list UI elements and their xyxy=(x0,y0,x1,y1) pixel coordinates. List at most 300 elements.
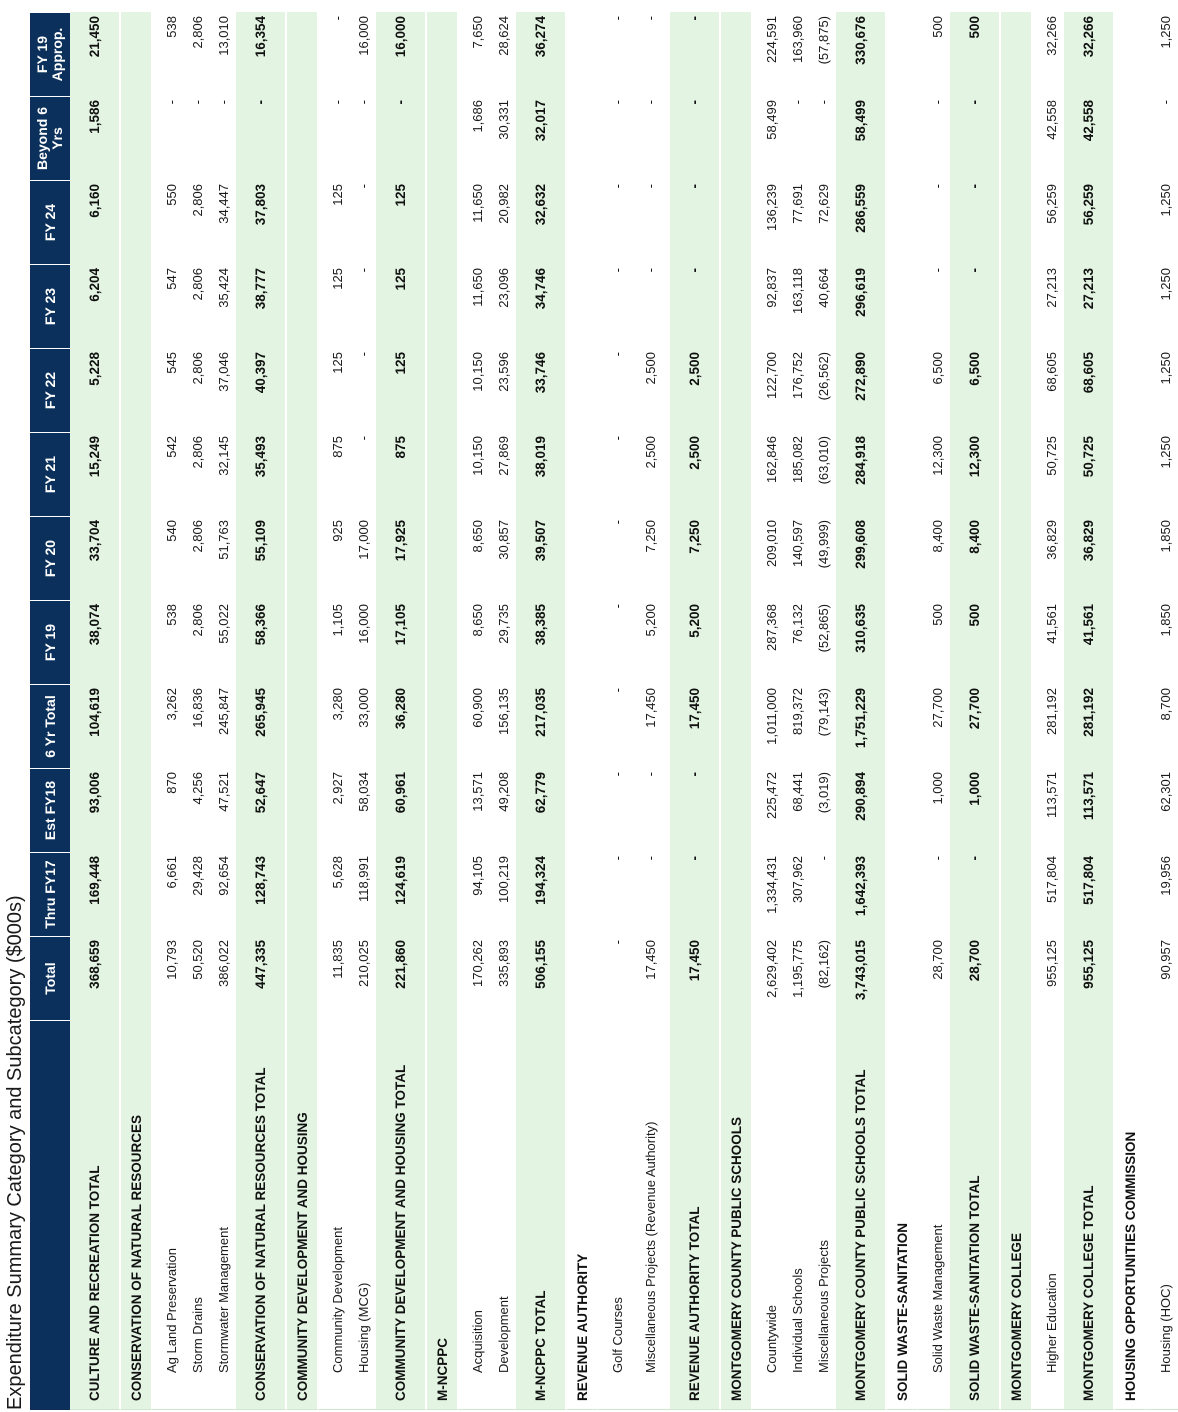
value-cell: 58,499 xyxy=(763,100,779,140)
value-cell: 6,204 xyxy=(70,264,121,348)
value-cell: 17,450 xyxy=(642,688,658,728)
row-label: Miscellaneous Projects xyxy=(810,1020,836,1410)
value-cell: 7,650 xyxy=(469,16,485,49)
row-label: REVENUE AUTHORITY xyxy=(567,12,598,1410)
subcategory-row xyxy=(784,12,810,1410)
value-cell: 94,105 xyxy=(469,856,485,896)
total-row xyxy=(670,12,721,1410)
value-cell: 2,500 xyxy=(670,348,721,432)
value-cell: 33,000 xyxy=(355,688,371,728)
value-cell: 545 xyxy=(163,352,179,374)
value-cell: 330,676 xyxy=(836,12,887,96)
value-cell: - xyxy=(929,268,945,273)
value-cell: - xyxy=(329,16,345,21)
value-cell: 58,366 xyxy=(236,600,287,684)
value-cell: - xyxy=(1157,100,1173,105)
value-cell: 32,632 xyxy=(516,180,567,264)
subcategory-row xyxy=(810,12,836,1410)
value-cell: - xyxy=(609,688,625,693)
value-cell: 3,262 xyxy=(163,688,179,721)
table-header xyxy=(30,12,70,1410)
value-cell: 5,200 xyxy=(670,600,721,684)
value-cell: 39,507 xyxy=(516,516,567,600)
value-cell: 15,249 xyxy=(70,432,121,516)
value-cell: - xyxy=(329,100,345,105)
value-cell: 92,837 xyxy=(763,268,779,308)
value-cell: - xyxy=(642,16,658,21)
value-cell: 506,155 xyxy=(516,936,567,1020)
value-cell: 163,118 xyxy=(789,268,805,315)
value-cell: 7,250 xyxy=(670,516,721,600)
value-cell: 875 xyxy=(329,436,345,458)
value-cell: 6,500 xyxy=(950,348,1001,432)
value-cell: 6,160 xyxy=(70,180,121,264)
row-label: Development xyxy=(490,1020,516,1410)
row-label: CULTURE AND RECREATION TOTAL xyxy=(70,1020,121,1410)
value-cell: 38,385 xyxy=(516,600,567,684)
subcategory-row xyxy=(752,12,784,1410)
value-cell: 281,192 xyxy=(1064,684,1115,768)
value-cell: 1,850 xyxy=(1157,520,1173,553)
value-cell: 140,597 xyxy=(789,520,805,567)
value-cell: 447,335 xyxy=(236,936,287,1020)
value-cell: 2,806 xyxy=(189,16,205,49)
value-cell: 38,074 xyxy=(70,600,121,684)
value-cell: 27,869 xyxy=(495,436,511,476)
value-cell: 368,659 xyxy=(70,936,121,1020)
row-label: Storm Drains xyxy=(184,1020,210,1410)
column-header: Total xyxy=(30,936,70,1020)
value-cell: 125 xyxy=(329,352,345,374)
value-cell: 12,300 xyxy=(929,436,945,476)
value-cell: 3,280 xyxy=(329,688,345,721)
value-cell: 296,619 xyxy=(836,264,887,348)
value-cell: 1,195,775 xyxy=(789,940,805,998)
value-cell: 77,691 xyxy=(789,184,805,224)
value-cell: 50,725 xyxy=(1043,436,1059,476)
value-cell: 17,450 xyxy=(670,936,721,1020)
value-cell: (26,562) xyxy=(815,352,831,401)
value-cell: 104,619 xyxy=(70,684,121,768)
column-header: FY 24 xyxy=(30,180,70,264)
column-header: FY 22 xyxy=(30,348,70,432)
row-label: Countywide xyxy=(752,1020,784,1410)
total-row xyxy=(376,12,427,1410)
value-cell: - xyxy=(642,856,658,861)
value-cell: 2,806 xyxy=(189,184,205,217)
value-cell: 62,779 xyxy=(516,768,567,852)
row-label: MONTGOMERY COUNTY PUBLIC SCHOOLS xyxy=(721,12,752,1410)
value-cell: 1,686 xyxy=(469,100,485,133)
value-cell: 41,561 xyxy=(1043,604,1059,644)
value-cell: 37,803 xyxy=(236,180,287,264)
value-cell: 500 xyxy=(950,600,1001,684)
total-row xyxy=(70,12,121,1410)
value-cell: 38,777 xyxy=(236,264,287,348)
value-cell: 286,559 xyxy=(836,180,887,264)
value-cell: 8,400 xyxy=(929,520,945,553)
value-cell: 38,019 xyxy=(516,432,567,516)
value-cell: - xyxy=(670,852,721,936)
value-cell: - xyxy=(609,100,625,105)
value-cell: 36,829 xyxy=(1064,516,1115,600)
value-cell: - xyxy=(236,96,287,180)
value-cell: 27,213 xyxy=(1043,268,1059,308)
value-cell: 2,806 xyxy=(189,520,205,553)
value-cell: 272,890 xyxy=(836,348,887,432)
value-cell: 2,500 xyxy=(642,436,658,469)
row-label: Individual Schools xyxy=(784,1020,810,1410)
row-label: Solid Waste Management xyxy=(918,1020,950,1410)
value-cell: 11,835 xyxy=(329,940,345,979)
value-cell: 28,624 xyxy=(495,16,511,56)
value-cell: - xyxy=(642,772,658,777)
value-cell: 42,558 xyxy=(1043,100,1059,140)
value-cell: 1,011,000 xyxy=(763,688,779,745)
value-cell: 335,893 xyxy=(495,940,511,987)
row-label: COMMUNITY DEVELOPMENT AND HOUSING xyxy=(287,12,318,1410)
value-cell: 1,250 xyxy=(1157,16,1173,49)
value-cell: 2,806 xyxy=(189,436,205,469)
value-cell: - xyxy=(355,436,371,441)
value-cell: - xyxy=(670,264,721,348)
category-header-row xyxy=(721,12,752,1410)
value-cell: 156,135 xyxy=(495,688,511,735)
value-cell: 68,605 xyxy=(1043,352,1059,392)
value-cell: 23,096 xyxy=(495,268,511,308)
total-row xyxy=(836,12,887,1410)
value-cell: - xyxy=(609,856,625,861)
row-label: MONTGOMERY COLLEGE xyxy=(1001,12,1032,1410)
value-cell: 113,571 xyxy=(1043,772,1059,819)
value-cell: 32,145 xyxy=(215,436,231,476)
value-cell: 17,105 xyxy=(376,600,427,684)
value-cell: - xyxy=(609,184,625,189)
header-label-cell xyxy=(30,1020,70,1410)
value-cell: 29,735 xyxy=(495,604,511,644)
value-cell: 8,650 xyxy=(469,520,485,553)
value-cell: 40,397 xyxy=(236,348,287,432)
value-cell: (52,865) xyxy=(815,604,831,653)
value-cell: - xyxy=(609,352,625,357)
column-header: Beyond 6 Yrs xyxy=(30,96,70,180)
value-cell: 170,262 xyxy=(469,940,485,987)
row-label: Higher Education xyxy=(1032,1020,1064,1410)
subcategory-row xyxy=(1032,12,1064,1410)
value-cell: - xyxy=(609,268,625,273)
value-cell: 2,629,402 xyxy=(763,940,779,998)
value-cell: 93,006 xyxy=(70,768,121,852)
value-cell: - xyxy=(929,184,945,189)
value-cell: 23,596 xyxy=(495,352,511,392)
value-cell: 1,000 xyxy=(950,768,1001,852)
row-label: Acquisition xyxy=(458,1020,490,1410)
value-cell: 1,586 xyxy=(70,96,121,180)
value-cell: 33,746 xyxy=(516,348,567,432)
value-cell: 1,250 xyxy=(1157,268,1173,301)
row-label: HOUSING OPPORTUNITIES COMMISSION xyxy=(1115,12,1146,1410)
value-cell: 2,927 xyxy=(329,772,345,805)
value-cell: 955,125 xyxy=(1064,936,1115,1020)
category-header-row xyxy=(121,12,152,1410)
column-header: FY 23 xyxy=(30,264,70,348)
value-cell: 8,700 xyxy=(1157,688,1173,721)
value-cell: 1,250 xyxy=(1157,352,1173,385)
value-cell: 875 xyxy=(376,432,427,516)
value-cell: 50,520 xyxy=(189,940,205,980)
value-cell: 52,647 xyxy=(236,768,287,852)
value-cell: 16,000 xyxy=(355,604,371,644)
value-cell: 287,368 xyxy=(763,604,779,651)
value-cell: 2,500 xyxy=(670,432,721,516)
value-cell: 163,960 xyxy=(789,16,805,63)
value-cell: 176,752 xyxy=(789,352,805,399)
value-cell: 76,132 xyxy=(789,604,805,644)
value-cell: - xyxy=(355,100,371,105)
subcategory-row xyxy=(490,12,516,1410)
value-cell: 32,266 xyxy=(1043,16,1059,56)
total-row xyxy=(950,12,1001,1410)
value-cell: 547 xyxy=(163,268,179,290)
value-cell: 113,571 xyxy=(1064,768,1115,852)
value-cell: 209,010 xyxy=(763,520,779,567)
value-cell: - xyxy=(163,100,179,105)
value-cell: - xyxy=(789,100,805,105)
value-cell: 185,082 xyxy=(789,436,805,483)
value-cell: 5,628 xyxy=(329,856,345,889)
row-label: Ag Land Preservation xyxy=(152,1020,184,1410)
row-label: COMMUNITY DEVELOPMENT AND HOUSING TOTAL xyxy=(376,1020,427,1410)
total-row xyxy=(516,12,567,1410)
value-cell: 225,472 xyxy=(763,772,779,819)
column-header: Thru FY17 xyxy=(30,852,70,936)
value-cell: 32,017 xyxy=(516,96,567,180)
value-cell: 10,150 xyxy=(469,352,485,392)
expenditure-table xyxy=(30,12,1178,1410)
value-cell: 68,441 xyxy=(789,772,805,812)
value-cell: (79,143) xyxy=(815,688,831,737)
category-header-row xyxy=(287,12,318,1410)
value-cell: 124,619 xyxy=(376,852,427,936)
value-cell: 10,150 xyxy=(469,436,485,476)
subcategory-row xyxy=(458,12,490,1410)
value-cell: 169,448 xyxy=(70,852,121,936)
row-label: Community Development xyxy=(318,1020,350,1410)
value-cell: 90,957 xyxy=(1157,940,1173,980)
value-cell: 517,804 xyxy=(1064,852,1115,936)
value-cell: - xyxy=(950,180,1001,264)
value-cell: - xyxy=(929,856,945,861)
value-cell: - xyxy=(670,12,721,96)
row-label: M-NCPPC TOTAL xyxy=(516,1020,567,1410)
row-label: Stormwater Management xyxy=(210,1020,236,1410)
value-cell: 11,650 xyxy=(469,184,485,223)
value-cell: 1,642,393 xyxy=(836,852,887,936)
value-cell: 5,200 xyxy=(642,604,658,637)
value-cell: (82,162) xyxy=(815,940,831,989)
row-label: Golf Courses xyxy=(598,1020,630,1410)
value-cell: 11,650 xyxy=(469,268,485,307)
value-cell: 51,763 xyxy=(215,520,231,560)
value-cell: 21,450 xyxy=(70,12,121,96)
value-cell: 386,022 xyxy=(215,940,231,987)
value-cell: 36,280 xyxy=(376,684,427,768)
value-cell: 16,000 xyxy=(376,12,427,96)
value-cell: 17,450 xyxy=(642,940,658,980)
value-cell: 1,751,229 xyxy=(836,684,887,768)
value-cell: 281,192 xyxy=(1043,688,1059,735)
row-label: CONSERVATION OF NATURAL RESOURCES TOTAL xyxy=(236,1020,287,1410)
column-header: Est FY18 xyxy=(30,768,70,852)
value-cell: 17,450 xyxy=(670,684,721,768)
value-cell: 35,493 xyxy=(236,432,287,516)
value-cell: 16,000 xyxy=(355,16,371,56)
total-row xyxy=(236,12,287,1410)
subcategory-row xyxy=(350,12,376,1410)
table-body xyxy=(70,12,1178,1410)
value-cell: 221,860 xyxy=(376,936,427,1020)
value-cell: 13,571 xyxy=(469,772,485,812)
value-cell: 27,700 xyxy=(929,688,945,728)
value-cell: (57,875) xyxy=(815,16,831,65)
value-cell: 32,266 xyxy=(1064,12,1115,96)
value-cell: - xyxy=(815,856,831,861)
value-cell: 30,331 xyxy=(495,100,511,140)
value-cell: 870 xyxy=(163,772,179,794)
value-cell: 28,700 xyxy=(950,936,1001,1020)
category-header-row xyxy=(887,12,918,1410)
value-cell: - xyxy=(215,100,231,105)
value-cell: - xyxy=(642,268,658,273)
value-cell: 27,700 xyxy=(950,684,1001,768)
value-cell: - xyxy=(609,604,625,609)
value-cell: 538 xyxy=(163,16,179,38)
value-cell: 1,250 xyxy=(1157,184,1173,217)
row-label: MONTGOMERY COLLEGE TOTAL xyxy=(1064,1020,1115,1410)
value-cell: - xyxy=(950,264,1001,348)
value-cell: 28,700 xyxy=(929,940,945,980)
value-cell: 58,499 xyxy=(836,96,887,180)
value-cell: 30,857 xyxy=(495,520,511,560)
value-cell: 36,274 xyxy=(516,12,567,96)
value-cell: - xyxy=(609,940,625,945)
subcategory-row xyxy=(152,12,184,1410)
value-cell: - xyxy=(609,520,625,525)
value-cell: 36,829 xyxy=(1043,520,1059,560)
value-cell: - xyxy=(355,352,371,357)
value-cell: 55,022 xyxy=(215,604,231,644)
value-cell: - xyxy=(670,96,721,180)
page-title: Expenditure Summary Category and Subcategory ($000s) xyxy=(4,895,26,1410)
value-cell: 125 xyxy=(376,180,427,264)
value-cell: 245,847 xyxy=(215,688,231,735)
value-cell: 27,213 xyxy=(1064,264,1115,348)
value-cell: 284,918 xyxy=(836,432,887,516)
value-cell: 125 xyxy=(376,348,427,432)
value-cell: 34,746 xyxy=(516,264,567,348)
value-cell: 217,035 xyxy=(516,684,567,768)
value-cell: 122,700 xyxy=(763,352,779,399)
value-cell: 1,850 xyxy=(1157,604,1173,637)
row-label: SOLID WASTE-SANITATION TOTAL xyxy=(950,1020,1001,1410)
value-cell: 5,228 xyxy=(70,348,121,432)
value-cell: 50,725 xyxy=(1064,432,1115,516)
value-cell: 60,961 xyxy=(376,768,427,852)
value-cell: 72,629 xyxy=(815,184,831,224)
value-cell: 10,793 xyxy=(163,940,179,980)
category-header-row xyxy=(1115,12,1146,1410)
value-cell: 42,558 xyxy=(1064,96,1115,180)
subcategory-row xyxy=(1146,12,1178,1410)
row-label: SOLID WASTE-SANITATION xyxy=(887,12,918,1410)
value-cell: 17,000 xyxy=(355,520,371,560)
value-cell: 2,806 xyxy=(189,604,205,637)
value-cell: 8,400 xyxy=(950,516,1001,600)
value-cell: - xyxy=(609,772,625,777)
value-cell: 16,836 xyxy=(189,688,205,728)
value-cell: 58,034 xyxy=(355,772,371,812)
value-cell: 7,250 xyxy=(642,520,658,553)
column-header: FY 19 xyxy=(30,600,70,684)
value-cell: 542 xyxy=(163,436,179,458)
value-cell: 2,806 xyxy=(189,268,205,301)
value-cell: - xyxy=(376,96,427,180)
value-cell: 310,635 xyxy=(836,600,887,684)
value-cell: 100,219 xyxy=(495,856,511,903)
value-cell: 162,846 xyxy=(763,436,779,483)
value-cell: 33,704 xyxy=(70,516,121,600)
value-cell: - xyxy=(609,16,625,21)
value-cell: 47,521 xyxy=(215,772,231,812)
value-cell: 125 xyxy=(376,264,427,348)
value-cell: 6,500 xyxy=(929,352,945,385)
value-cell: (49,999) xyxy=(815,520,831,569)
subcategory-row xyxy=(630,12,670,1410)
value-cell: - xyxy=(189,100,205,105)
value-cell: 40,664 xyxy=(815,268,831,308)
value-cell: 3,743,015 xyxy=(836,936,887,1020)
value-cell: (3,019) xyxy=(815,772,831,814)
value-cell: 12,300 xyxy=(950,432,1001,516)
value-cell: 16,354 xyxy=(236,12,287,96)
value-cell: - xyxy=(355,184,371,189)
value-cell: 8,650 xyxy=(469,604,485,637)
value-cell: 128,743 xyxy=(236,852,287,936)
value-cell: - xyxy=(609,436,625,441)
value-cell: 819,372 xyxy=(789,688,805,735)
value-cell: 34,447 xyxy=(215,184,231,224)
row-label: Housing (MCG) xyxy=(350,1020,376,1410)
value-cell: 68,605 xyxy=(1064,348,1115,432)
row-label: MONTGOMERY COUNTY PUBLIC SCHOOLS TOTAL xyxy=(836,1020,887,1410)
category-header-row xyxy=(567,12,598,1410)
value-cell: 307,962 xyxy=(789,856,805,903)
value-cell: 41,561 xyxy=(1064,600,1115,684)
value-cell: 1,000 xyxy=(929,772,945,805)
value-cell: 49,208 xyxy=(495,772,511,812)
value-cell: 2,806 xyxy=(189,352,205,385)
value-cell: 125 xyxy=(329,268,345,290)
value-cell: 1,105 xyxy=(329,604,345,637)
value-cell: 500 xyxy=(929,16,945,38)
subcategory-row xyxy=(184,12,210,1410)
value-cell: 194,324 xyxy=(516,852,567,936)
value-cell: - xyxy=(670,768,721,852)
value-cell: - xyxy=(950,96,1001,180)
category-header-row xyxy=(427,12,458,1410)
value-cell: - xyxy=(815,100,831,105)
category-header-row xyxy=(1001,12,1032,1410)
